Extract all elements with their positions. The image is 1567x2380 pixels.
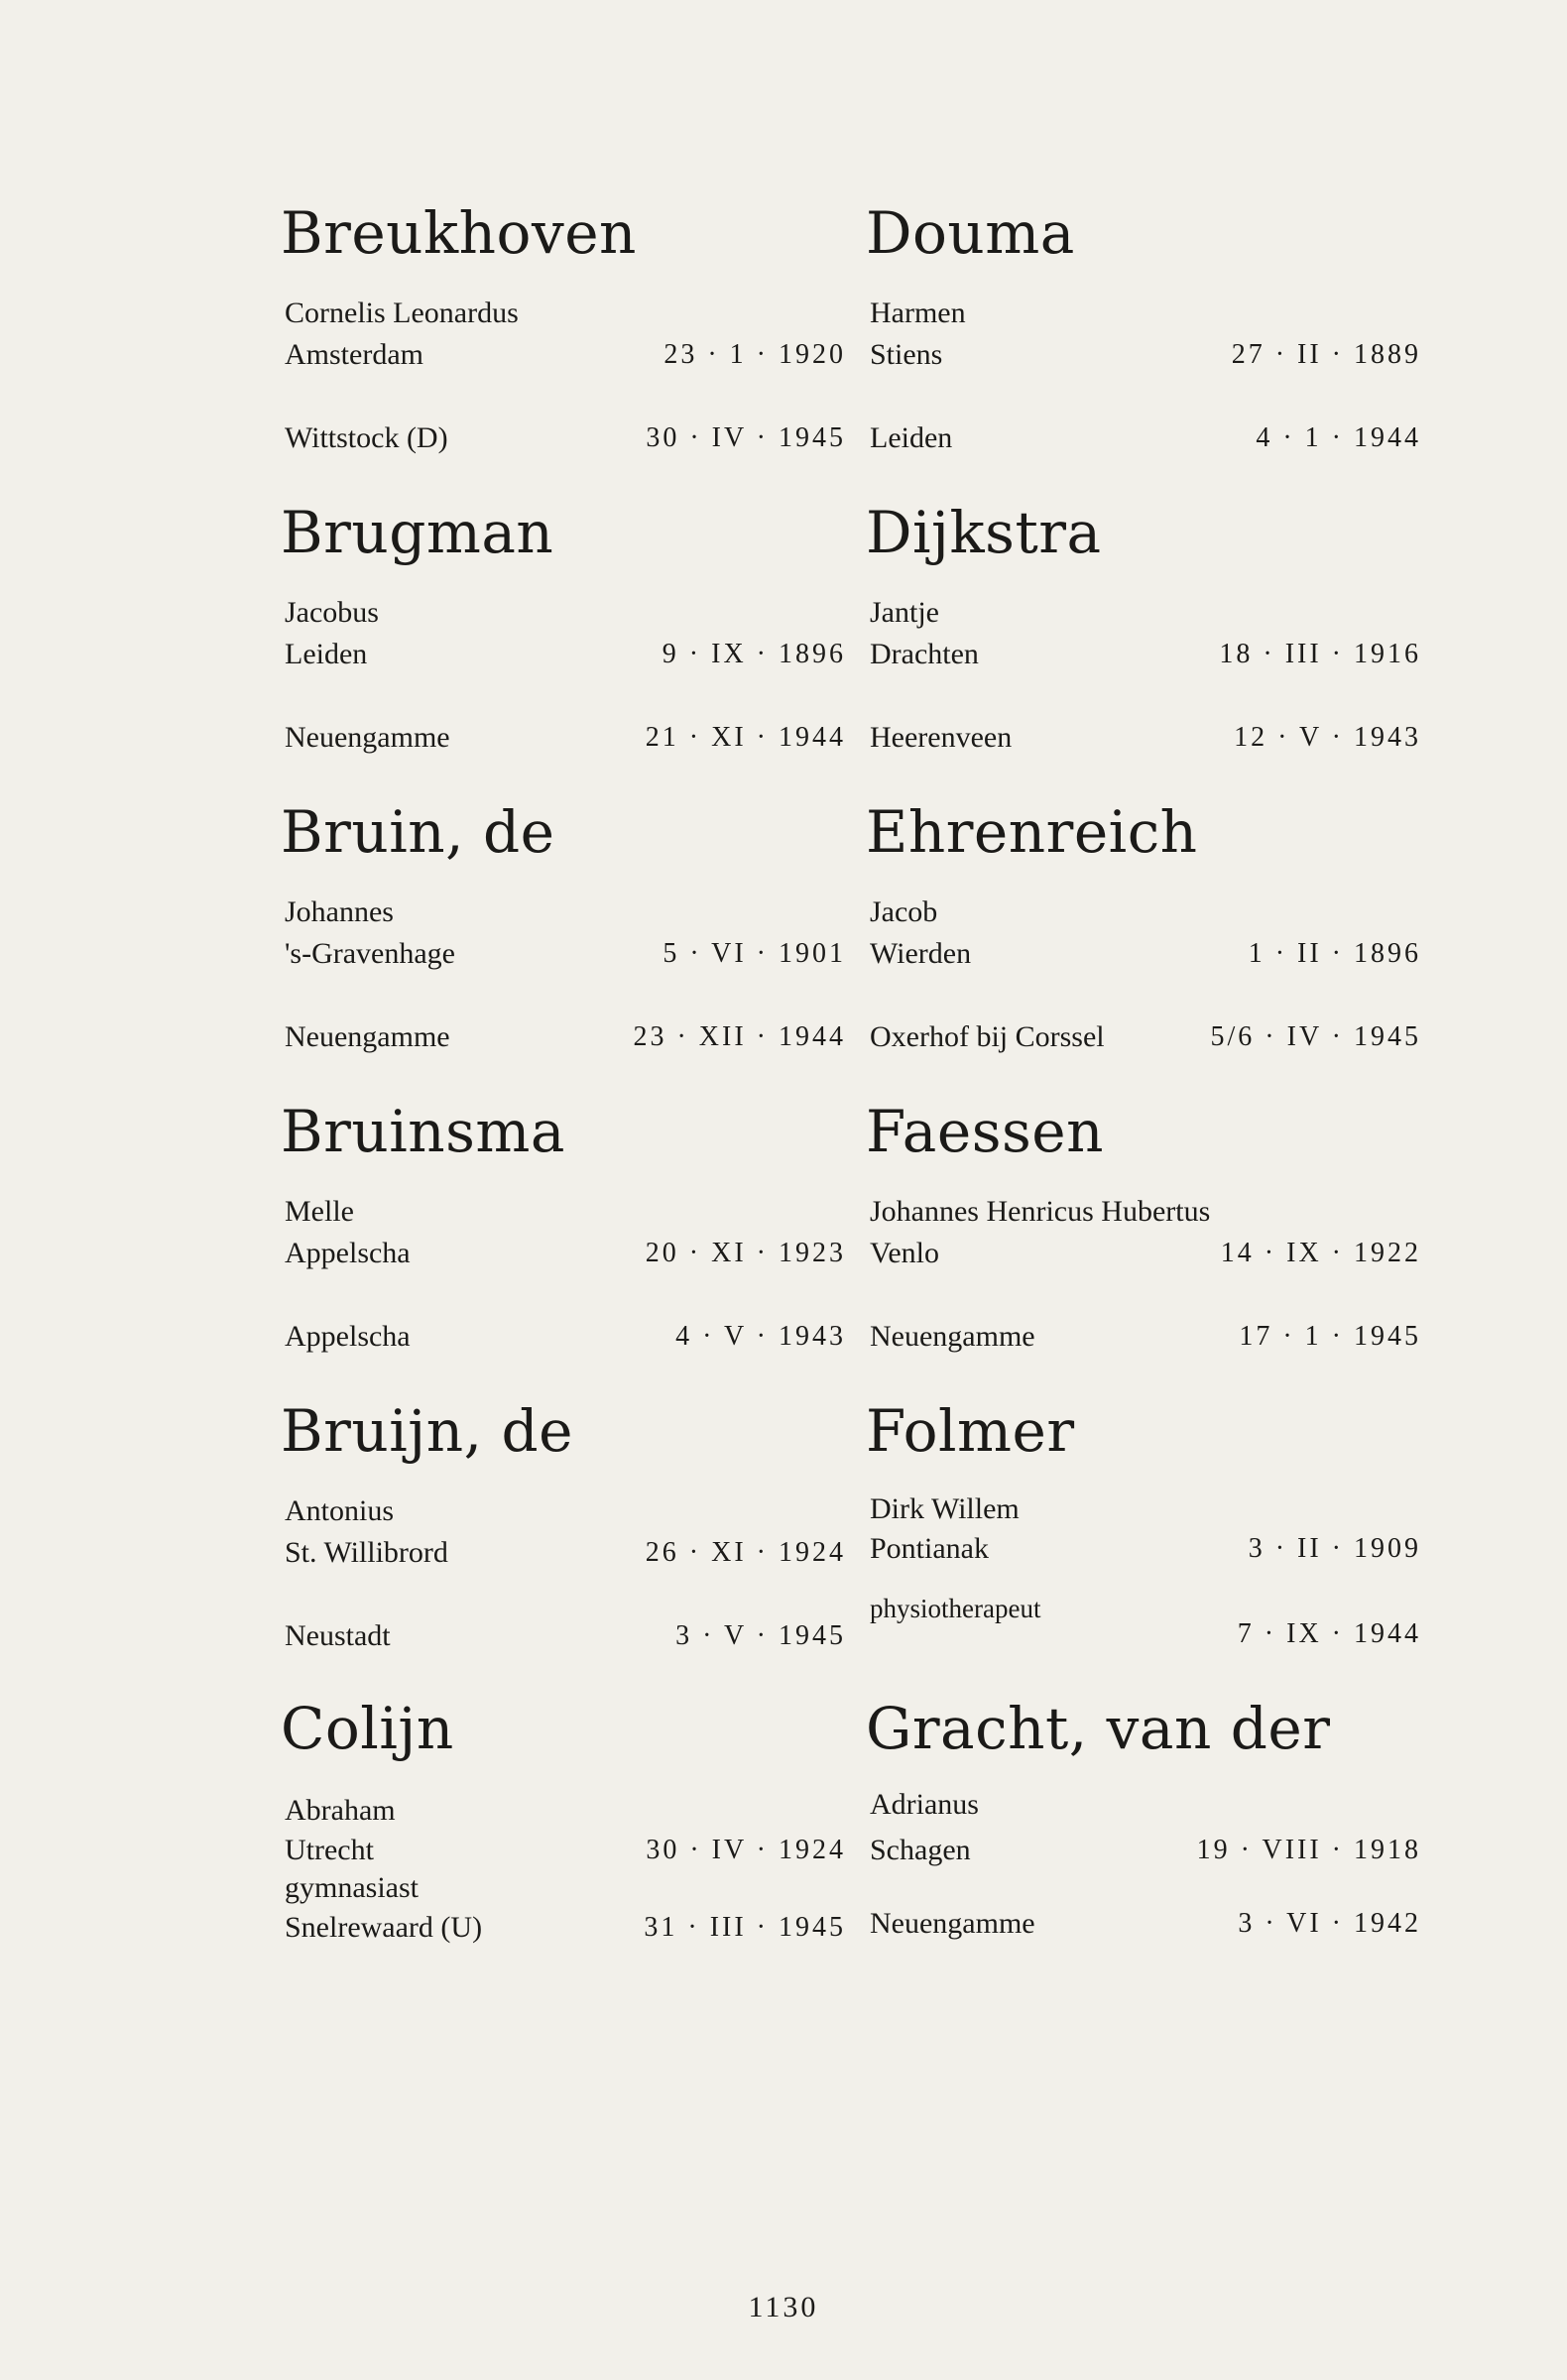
death-date: 5/6 · IV · 1945 <box>1210 1021 1421 1052</box>
birth-date: 30 · IV · 1924 <box>646 1835 846 1865</box>
death-line <box>281 420 846 456</box>
entry-bruijn-de <box>281 1396 846 1694</box>
birth-date: 5 · VI · 1901 <box>663 938 846 969</box>
given-names: Cornelis Leonardus <box>285 297 519 329</box>
death-line <box>281 1618 846 1654</box>
given-names: Harmen <box>870 297 966 329</box>
surname: Breukhoven <box>281 199 637 267</box>
given-names: Melle <box>285 1195 354 1228</box>
surname: Gracht, van der <box>866 1695 1331 1762</box>
birth-line <box>281 936 846 972</box>
death-date: 23 · XII · 1944 <box>633 1021 846 1052</box>
birth-line <box>281 1236 846 1271</box>
death-place: Appelscha <box>285 1320 411 1353</box>
occupation-line <box>281 1870 846 1906</box>
given-names-line <box>866 1787 1421 1823</box>
death-date: 21 · XI · 1944 <box>645 722 846 753</box>
birth-line <box>866 337 1421 373</box>
birth-date: 19 · VIII · 1918 <box>1196 1835 1421 1865</box>
given-names-line <box>866 1491 1421 1527</box>
death-line <box>281 1319 846 1355</box>
death-place: Neuengamme <box>285 721 450 754</box>
birth-date: 27 · II · 1889 <box>1231 339 1421 370</box>
birth-date: 9 · IX · 1896 <box>662 639 846 669</box>
given-names: Adrianus <box>870 1788 979 1821</box>
birth-place: Amsterdam <box>285 338 423 371</box>
given-names-line <box>281 894 846 930</box>
given-names: Jantje <box>870 596 939 629</box>
given-names: Jacobus <box>285 596 379 629</box>
death-place: Oxerhof bij Corssel <box>870 1020 1105 1053</box>
birth-line <box>281 1833 846 1868</box>
death-line <box>281 1910 846 1946</box>
surname: Dijkstra <box>866 499 1102 566</box>
birth-place: St. Willibrord <box>285 1536 448 1569</box>
surname: Colijn <box>281 1695 454 1762</box>
birth-place: Venlo <box>870 1237 939 1269</box>
entry-douma <box>866 198 1421 496</box>
death-place: Leiden <box>870 421 953 454</box>
birth-place: Utrecht <box>285 1834 374 1866</box>
surname: Bruinsma <box>281 1098 565 1165</box>
entry-bruinsma <box>281 1097 846 1394</box>
death-date: 3 · VI · 1942 <box>1238 1908 1421 1939</box>
entry-ehrenreich <box>866 797 1421 1095</box>
occupation: physiotherapeut <box>870 1594 1041 1623</box>
entry-colijn <box>281 1694 846 1991</box>
death-date: 4 · 1 · 1944 <box>1256 422 1421 453</box>
surname: Bruin, de <box>281 798 555 866</box>
page-number: 1130 <box>748 2291 819 2323</box>
death-line <box>281 1019 846 1055</box>
given-names-line <box>866 1194 1421 1230</box>
death-line <box>866 1616 1421 1652</box>
death-line <box>866 1319 1421 1355</box>
given-names-line <box>866 296 1421 331</box>
death-date: 4 · V · 1943 <box>675 1321 846 1352</box>
birth-line <box>866 936 1421 972</box>
given-names-line <box>866 894 1421 930</box>
given-names: Jacob <box>870 895 938 928</box>
death-date: 12 · V · 1943 <box>1234 722 1421 753</box>
birth-place: Wierden <box>870 937 972 970</box>
death-line <box>866 420 1421 456</box>
given-names: Johannes <box>285 895 394 928</box>
surname: Folmer <box>866 1397 1075 1465</box>
birth-date: 18 · III · 1916 <box>1219 639 1421 669</box>
death-line <box>281 720 846 756</box>
birth-date: 3 · II · 1909 <box>1248 1533 1421 1564</box>
death-place: Neustadt <box>285 1619 391 1652</box>
given-names: Johannes Henricus Hubertus <box>870 1195 1211 1228</box>
given-names-line <box>281 296 846 331</box>
given-names: Abraham <box>285 1794 396 1827</box>
given-names-line <box>866 595 1421 631</box>
death-date: 7 · IX · 1944 <box>1237 1618 1421 1649</box>
birth-line <box>866 1833 1421 1868</box>
birth-place: Schagen <box>870 1834 971 1866</box>
death-place: Wittstock (D) <box>285 421 448 454</box>
birth-place: Pontianak <box>870 1532 989 1565</box>
birth-line <box>866 1236 1421 1271</box>
birth-date: 1 · II · 1896 <box>1248 938 1421 969</box>
birth-line <box>281 1535 846 1571</box>
birth-line <box>281 337 846 373</box>
birth-line <box>866 1531 1421 1567</box>
death-date: 17 · 1 · 1945 <box>1239 1321 1421 1352</box>
entry-brugman <box>281 498 846 795</box>
given-names-line <box>281 1194 846 1230</box>
birth-date: 23 · 1 · 1920 <box>663 339 846 370</box>
entry-faessen <box>866 1097 1421 1394</box>
birth-place: Drachten <box>870 638 979 670</box>
entry-bruin-de <box>281 797 846 1095</box>
given-names-line <box>281 1493 846 1529</box>
death-place: Snelrewaard (U) <box>285 1911 483 1944</box>
death-place: Heerenveen <box>870 721 1013 754</box>
given-names-line <box>281 1793 846 1829</box>
death-place: Neuengamme <box>870 1320 1035 1353</box>
death-place: Neuengamme <box>285 1020 450 1053</box>
surname: Douma <box>866 199 1075 267</box>
birth-line <box>281 637 846 672</box>
surname: Bruijn, de <box>281 1397 573 1465</box>
surname: Ehrenreich <box>866 798 1198 866</box>
birth-place: Leiden <box>285 638 368 670</box>
surname: Faessen <box>866 1098 1104 1165</box>
birth-date: 26 · XI · 1924 <box>645 1537 846 1568</box>
birth-place: Stiens <box>870 338 943 371</box>
given-names-line <box>281 595 846 631</box>
death-line <box>866 1019 1421 1055</box>
death-line <box>866 720 1421 756</box>
entry-dijkstra <box>866 498 1421 795</box>
entry-folmer <box>866 1396 1421 1694</box>
birth-date: 14 · IX · 1922 <box>1220 1238 1421 1268</box>
given-names: Dirk Willem <box>870 1492 1020 1525</box>
birth-place: Appelscha <box>285 1237 411 1269</box>
surname: Brugman <box>281 499 554 566</box>
entry-gracht-van-der <box>866 1694 1421 1991</box>
death-date: 3 · V · 1945 <box>675 1620 846 1651</box>
given-names: Antonius <box>285 1494 395 1527</box>
birth-line <box>866 637 1421 672</box>
death-date: 30 · IV · 1945 <box>646 422 846 453</box>
death-line <box>866 1906 1421 1942</box>
birth-place: 's-Gravenhage <box>285 937 455 970</box>
occupation: gymnasiast <box>285 1871 419 1904</box>
death-place: Neuengamme <box>870 1907 1035 1940</box>
birth-date: 20 · XI · 1923 <box>645 1238 846 1268</box>
entry-breukhoven <box>281 198 846 496</box>
death-date: 31 · III · 1945 <box>644 1912 846 1943</box>
